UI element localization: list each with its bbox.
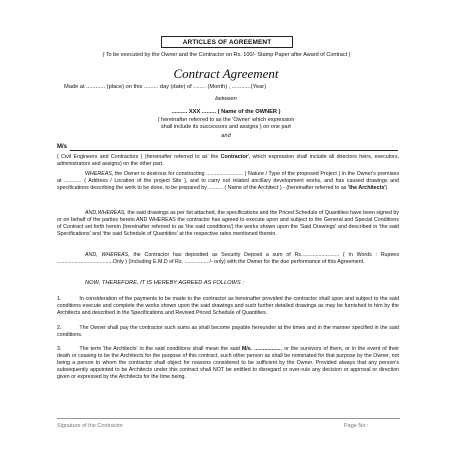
made-at-line: Made at ............ (place) on this ......... day (date) of ........ (Month) , ............(Year) <box>64 84 267 90</box>
clause-3-number: 3. <box>57 346 62 352</box>
whereas-lead: WHEREAS, <box>85 171 114 177</box>
and-whereas-lead-2: AND, WHEREAS, <box>85 252 130 258</box>
footer-divider <box>57 418 400 419</box>
and-whereas-paragraph-1: AND,WHEREAS, the said drawings as per list attached, the specifications and the Priced Schedule of Quantities have been signed by or on behalf of the parties hereto AND WHEREAS the contractor has agreed to execute upon and subject to the General and Special Conditions of Contract set forth herein (hereinafter referred to as 'the said conditions') the works shown upon the 'Said Drawings' and described in 'the said Specifications' and 'the said Schedule of Quantities' at the respective rates mentioned therein. <box>57 210 399 237</box>
agreed-heading: NOW, THEREFORE, IT IS HEREBY AGREED AS FOLLOWS : <box>85 280 244 286</box>
between-label: between <box>215 96 237 102</box>
and-whereas-paragraph-2: AND, WHEREAS, the Contractor has deposited as Security Deposit a sum of Rs.......................... ( In Words : Rupees ......................................Only ) (Including E.M.D of Rs. ................ /- only) with the Owner for the due performance of this Agreement. <box>57 252 399 265</box>
clause-1: 1. In consideration of the payments to be made to the contractor as hereinafter provided the contractor shall upon and subject to the said conditions execute and complete the works shown upon the said drawings and such further detailed drawings as may be furnished to him by the Architects and described in the Specifications and Revised Priced Schedule of Quantities. <box>57 296 399 316</box>
articles-title: ARTICLES OF AGREEMENT <box>182 38 272 46</box>
clause-1-number: 1. <box>57 296 62 302</box>
clause-3: 3. The term 'the Architects' in the said conditions shall mean the said M/s. .................., or the survivors of them, or in the event of their death or ceasing to be the Architects for the purpose of this contract, such other person as shall be nominated for that purpose by the Owner, not being a person to whom the contractor shall object for reasons considered to be sufficient by the Owner. Provided always that any person's subsequently appointed to be Architects under this contract shall NOT be entitled to disregard or over-rule any decision or approval or direction given or expressed by the Architects for the time being. <box>57 346 399 380</box>
owner-description-line-3: shall include its successors and assigns ) on one part <box>161 124 291 130</box>
contractor-paragraph: ( Civil Engineers and Contractors ) (hereinafter referred to as' the Contractor', which expression shall include all directors heirs, executors, administrators and assigns) on the other part. <box>57 154 400 167</box>
clause-2: 2. The Owner shall pay the contractor such sums as shall become payable hereunder at the times and in the manner specified in the said conditions. <box>57 325 399 338</box>
and-label: and <box>221 133 231 139</box>
clause-2-number: 2. <box>57 325 62 331</box>
articles-header-box <box>161 36 293 48</box>
stamp-paper-note: ( To be executed by the Owner and the Contractor on Rs. 100/- Stamp Paper after Award of Contract ) <box>102 52 351 58</box>
owner-description-line-2: ( hereinafter referred to as the 'Owner' which expression <box>157 117 295 123</box>
page-number-label: Page No : <box>344 423 369 429</box>
and-whereas-lead-1: AND,WHEREAS, <box>85 210 126 216</box>
owner-description <box>0 117 452 131</box>
contractor-signature-label: Signature of the Contractor <box>57 423 124 429</box>
document-title: Contract Agreement <box>173 66 279 81</box>
owner-name-line: .......... XXX ......... ( Name of the OWNER ) <box>171 109 281 115</box>
whereas-paragraph: WHEREAS, the Owner is desirous for constructing ......................... ( Nature / Type of the proposed Project ) in the Owner's premises at ............ ( Address / Location of the project Site ), and to carry out related ancillary development works, and has caused drawings and specifications describing the work to be done, to be prepared by .......... ( Name of the Architect ) - (hereinafter referred to as 'the Architects') <box>57 171 399 191</box>
contractor-name-blank-line <box>70 150 398 151</box>
ms-label: M/s <box>57 144 68 150</box>
